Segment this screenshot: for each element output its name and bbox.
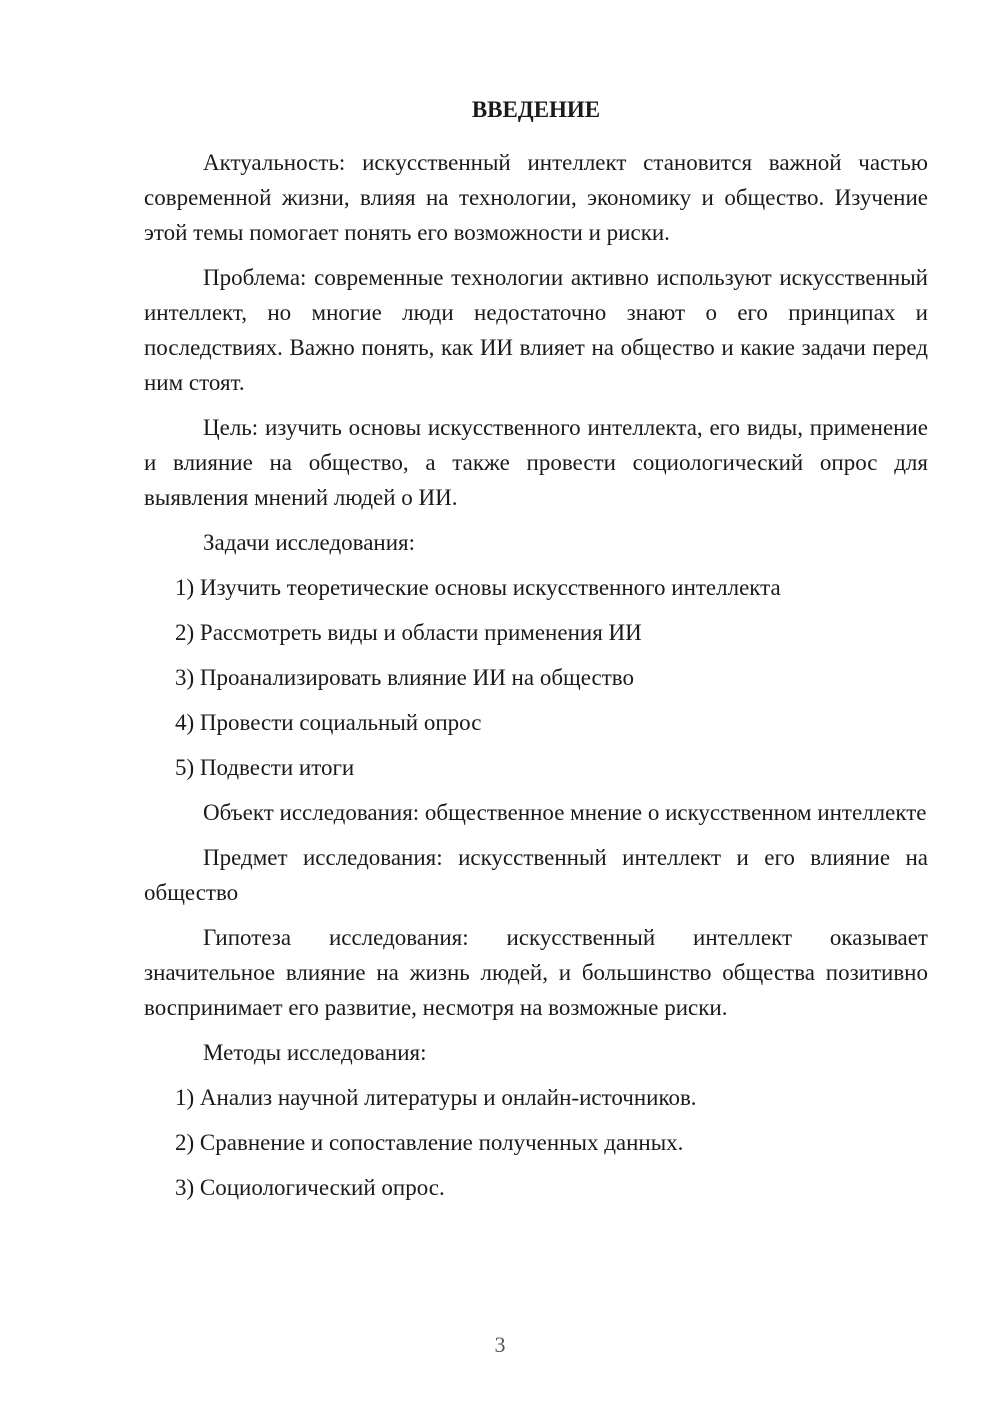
- tasks-list: [144, 570, 928, 785]
- task-item: 2) Рассмотреть виды и области применения ИИ: [175, 620, 642, 645]
- object-paragraph: Объект исследования: общественное мнение о искусственном интеллекте: [203, 800, 927, 825]
- task-item: 4) Провести социальный опрос: [175, 710, 482, 735]
- task-item: 3) Проанализировать влияние ИИ на общество: [175, 665, 634, 690]
- problem-paragraph: Проблема: современные технологии активно используют искусственный интеллект, но многие люди недостаточно знают о его принципах и последствиях. Важно понять, как ИИ влияет на общество и какие задачи перед ним стоят.: [144, 265, 928, 395]
- hypothesis-paragraph: Гипотеза исследования: искусственный интеллект оказывает значительное влияние на жизнь людей, и большинство общества позитивно воспринимает его развитие, несмотря на возможные риски.: [144, 925, 928, 1020]
- page-number: 3: [494, 1332, 506, 1357]
- section-title: ВВЕДЕНИЕ: [471, 97, 601, 122]
- tasks-heading: Задачи исследования:: [203, 530, 416, 555]
- method-item: 1) Анализ научной литературы и онлайн-источников.: [175, 1085, 697, 1110]
- methods-heading: Методы исследования:: [203, 1040, 427, 1065]
- method-item: 3) Социологический опрос.: [175, 1175, 445, 1200]
- page-content: [144, 92, 928, 1215]
- task-item: 1) Изучить теоретические основы искусственного интеллекта: [175, 575, 781, 600]
- task-item: 5) Подвести итоги: [175, 755, 355, 780]
- actuality-paragraph: Актуальность: искусственный интеллект становится важной частью современной жизни, влияя на технологии, экономику и общество. Изучение этой темы помогает понять его возможности и риски.: [144, 150, 928, 245]
- goal-paragraph: Цель: изучить основы искусственного интеллекта, его виды, применение и влияние на общество, а также провести социологический опрос для выявления мнений людей о ИИ.: [144, 415, 928, 510]
- methods-list: [144, 1080, 928, 1205]
- method-item: 2) Сравнение и сопоставление полученных данных.: [175, 1130, 684, 1155]
- subject-paragraph: Предмет исследования: искусственный интеллект и его влияние на общество: [144, 845, 928, 905]
